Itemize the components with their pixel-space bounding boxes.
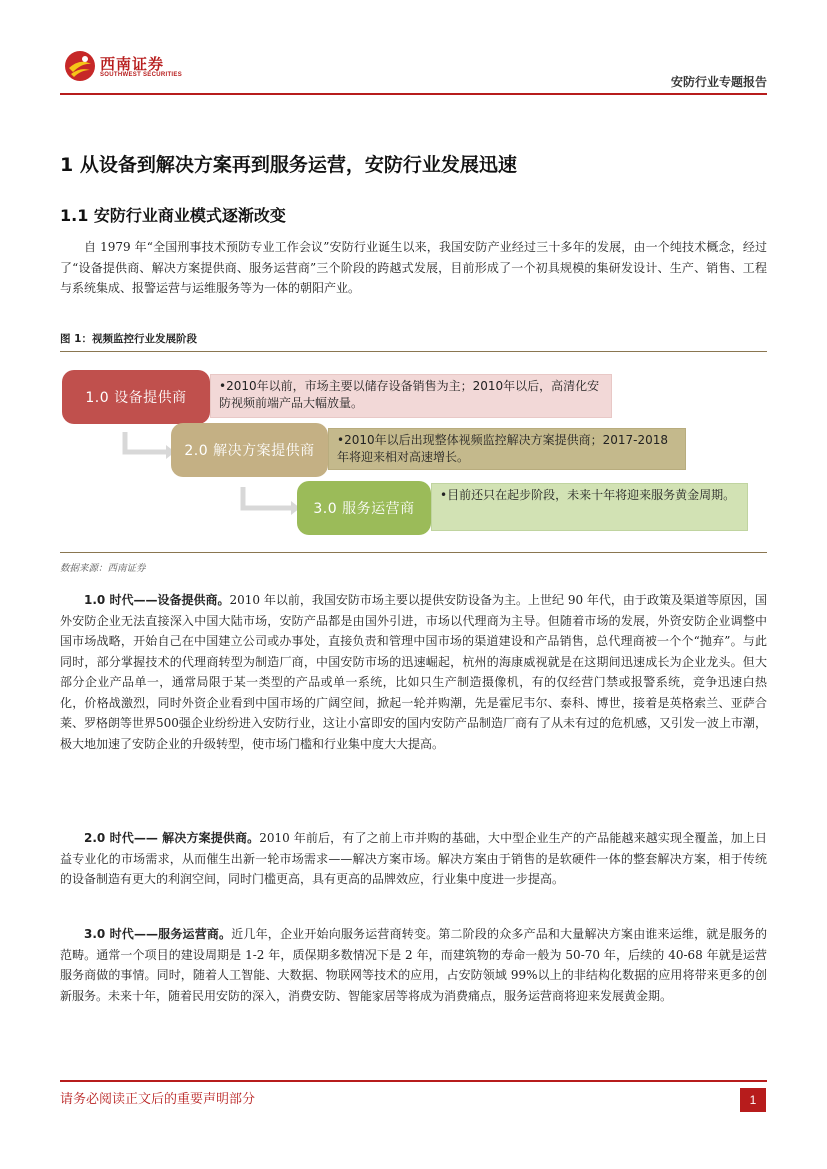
- stage-2-box: 2.0 解决方案提供商: [171, 423, 328, 477]
- paragraph-1-lead: 1.0 时代——设备提供商。: [84, 593, 230, 607]
- connector-2-3: [243, 487, 293, 508]
- stage-3-box: 3.0 服务运营商: [297, 481, 431, 535]
- figure-bottom-rule: [60, 552, 767, 553]
- stage-1-box: 1.0 设备提供商: [62, 370, 210, 424]
- paragraph-2-text: 2010 年前后，有了之前上市并购的基础，大中型企业生产的产品能越来越实现全覆盖，加上日益专业化的市场需求，从而催生出新一轮市场需求——解决方案市场。解决方案由于销售的是软硬件一体的整套解决方案，相于传统的设备制造有更大的利润空间，同时门槛更高，具有更高的品牌效应，行业集中度进一步提高。: [60, 831, 767, 886]
- subsection-heading: 1.1 安防行业商业模式逐渐改变: [60, 206, 286, 225]
- paragraph-1-text: 2010 年以前，我国安防市场主要以提供安防设备为主。上世纪 90 年代，由于政策及渠道等原因，国外安防企业无法直接深入中国大陆市场，安防产品都是由国外引进，市场以代理商为主导。但随着市场的发展，外资安防企业调整中国市场战略，开始自己在中国建立公司或办事处，直接负责和管理中国市场的渠道建设和产品销售，总代理商被一个个“抛弃”。与此同时，部分掌握技术的代理商转型为制造厂商，中国安防市场的迅速崛起，杭州的海康威视就是在这期间迅速成长为企业龙头。但大部分企业产品单一，通常局限于某一类型的产品或单一系统，比如只生产制造摄像机，有的仅经营门禁或报警系统，竞争迅速白热化，价格战激烈，同时外资企业看到中国市场的广阔空间，掀起一轮并购潮，先是霍尼韦尔、泰科、博世，接着是英格索兰、亚萨合莱、罗格朗等世界500强企业纷纷进入安防行业，这让小富即安的国内安防产品制造厂商有了从未有过的危机感，又引发一波上市潮，极大地加速了安防企业的升级转型，使市场门槛和行业集中度大大提高。: [60, 593, 767, 751]
- body-paragraph-3: [60, 924, 767, 1006]
- paragraph-3-text: 近几年，企业开始向服务运营商转变。第二阶段的众多产品和大量解决方案由谁来运维，就是服务的范畴。通常一个项目的建设周期是 1-2 年，质保期多数情况下是 2 年，而建筑物的寿命一般为 50-70 年，后续的 40-68 年就是运营服务商做的事情。同时，随着人工智能、大数据、物联网等技术的应用，占安防领域 99%以上的非结构化数据的应用将带来更多的创新服务。未来十年，随着民用安防的深入，消费安防、智能家居等将成为消费痛点，服务运营商将迎来发展黄金期。: [60, 927, 767, 1003]
- paragraph-2-lead: 2.0 时代—— 解决方案提供商。: [84, 831, 260, 845]
- disclaimer-notice: 请务必阅读正文后的重要声明部分: [60, 1092, 256, 1107]
- body-paragraph-1: [60, 590, 767, 754]
- stage-1-description: •2010年以前，市场主要以储存设备销售为主；2010年以后，高清化安防视频前端产品大幅放量。: [210, 374, 612, 418]
- logo-name-en: SOUTHWEST SECURITIES: [100, 72, 183, 78]
- section-heading: 1 从设备到解决方案再到服务运营，安防行业发展迅速: [60, 154, 517, 176]
- figure-source: 数据来源：西南证券: [60, 563, 146, 574]
- report-type-label: 安防行业专题报告: [670, 75, 767, 89]
- logo-name-cn: 西南证券: [100, 55, 165, 73]
- body-paragraph-2: [60, 828, 767, 890]
- connector-1-2: [125, 432, 168, 452]
- figure-title: 图 1：视频监控行业发展阶段: [60, 333, 197, 345]
- page-number: 1: [740, 1088, 766, 1112]
- footer-divider: [60, 1080, 767, 1082]
- intro-paragraph: 自 1979 年“全国刑事技术预防专业工作会议”安防行业诞生以来，我国安防产业经过三十多年的发展，由一个纯技术概念，经过了“设备提供商、解决方案提供商、服务运营商”三个阶段的跨越式发展，目前形成了一个初具规模的集研发设计、生产、销售、工程与系统集成、报警运营与运维服务等为一体的朝阳产业。: [60, 240, 767, 295]
- stage-3-description: •目前还只在起步阶段，未来十年将迎来服务黄金周期。: [431, 483, 748, 531]
- paragraph-3-lead: 3.0 时代——服务运营商。: [84, 927, 232, 941]
- stage-2-description: •2010年以后出现整体视频监控解决方案提供商；2017-2018年将迎来相对高速增长。: [328, 428, 686, 470]
